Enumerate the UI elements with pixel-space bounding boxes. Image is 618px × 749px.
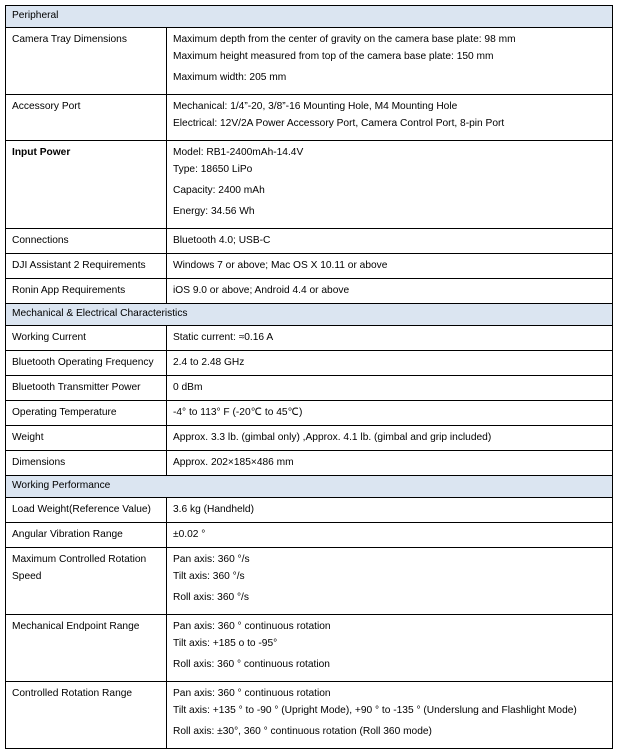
spec-value-line: Model: RB1-2400mAh-14.4V (173, 147, 304, 158)
spec-value (167, 451, 613, 476)
spec-value (167, 682, 613, 749)
spec-value-line: 0 dBm (173, 382, 203, 393)
spec-label (6, 254, 167, 279)
spec-value-line: Maximum width: 205 mm (173, 72, 287, 83)
spec-row (6, 279, 613, 304)
section-header-row (6, 476, 613, 498)
spec-value (167, 376, 613, 401)
spec-value (167, 28, 613, 95)
spec-label-line: DJI Assistant 2 Requirements (12, 260, 146, 271)
spec-value-line: Approx. 202×185×486 mm (173, 457, 294, 468)
spec-label (6, 326, 167, 351)
spec-value-line: Maximum depth from the center of gravity on the camera base plate: 98 mm (173, 34, 516, 45)
spec-value-line: -4° to 113° F (-20℃ to 45℃) (173, 407, 303, 418)
spec-label-line: Angular Vibration Range (12, 529, 123, 540)
spec-value (167, 279, 613, 304)
spec-value-line: Roll axis: 360 ° continuous rotation (173, 659, 330, 670)
spec-row (6, 523, 613, 548)
spec-label (6, 451, 167, 476)
spec-label (6, 279, 167, 304)
spec-label (6, 682, 167, 749)
spec-label-line: Maximum Controlled Rotation (12, 554, 147, 565)
spec-value-line: Tilt axis: 360 °/s (173, 571, 245, 582)
spec-label (6, 615, 167, 682)
spec-label-line: Accessory Port (12, 101, 81, 112)
spec-value-line: Type: 18650 LiPo (173, 164, 253, 175)
section-title: Working Performance (6, 476, 613, 498)
spec-value-line: 2.4 to 2.48 GHz (173, 357, 245, 368)
spec-label-line: Operating Temperature (12, 407, 117, 418)
spec-label-line: Bluetooth Operating Frequency (12, 357, 154, 368)
spec-label (6, 548, 167, 615)
spec-row (6, 498, 613, 523)
spec-value-line: Pan axis: 360 ° continuous rotation (173, 688, 331, 699)
spec-label (6, 351, 167, 376)
spec-value (167, 351, 613, 376)
spec-value-line: Energy: 34.56 Wh (173, 206, 255, 217)
spec-row (6, 548, 613, 615)
spec-value (167, 141, 613, 229)
spec-label-line: Weight (12, 432, 44, 443)
spec-label-line: Input Power (12, 147, 71, 158)
spec-row (6, 351, 613, 376)
spec-label-line: Bluetooth Transmitter Power (12, 382, 141, 393)
spec-value (167, 548, 613, 615)
spec-value (167, 523, 613, 548)
spec-table-body (6, 6, 613, 749)
spec-label (6, 28, 167, 95)
spec-row (6, 401, 613, 426)
spec-value-line: Windows 7 or above; Mac OS X 10.11 or above (173, 260, 388, 271)
spec-label (6, 95, 167, 141)
spec-row (6, 141, 613, 229)
spec-value-line: Electrical: 12V/2A Power Accessory Port, Camera Control Port, 8-pin Port (173, 118, 505, 129)
spec-label-line: Camera Tray Dimensions (12, 34, 127, 45)
section-header-row (6, 304, 613, 326)
spec-row (6, 229, 613, 254)
spec-value (167, 254, 613, 279)
spec-label-line: Mechanical Endpoint Range (12, 621, 140, 632)
spec-value (167, 426, 613, 451)
spec-label (6, 498, 167, 523)
spec-row (6, 326, 613, 351)
spec-row (6, 28, 613, 95)
spec-value (167, 401, 613, 426)
spec-value-line: Pan axis: 360 °/s (173, 554, 250, 565)
spec-value-line: Tilt axis: +135 ° to -90 ° (Upright Mode), +90 ° to -135 ° (Underslung and Flashlight Mode) (173, 705, 577, 716)
spec-value-line: Bluetooth 4.0; USB-C (173, 235, 271, 246)
spec-value-line: Pan axis: 360 ° continuous rotation (173, 621, 331, 632)
spec-value-line: 3.6 kg (Handheld) (173, 504, 254, 515)
spec-value-line: Roll axis: ±30°, 360 ° continuous rotation (Roll 360 mode) (173, 726, 432, 737)
spec-value (167, 229, 613, 254)
spec-value (167, 498, 613, 523)
spec-value-line: Mechanical: 1/4”-20, 3/8”-16 Mounting Hole, M4 Mounting Hole (173, 101, 458, 112)
spec-label (6, 229, 167, 254)
spec-value (167, 326, 613, 351)
spec-value-line: Tilt axis: +185 o to -95° (173, 638, 278, 649)
spec-label-line: Connections (12, 235, 69, 246)
spec-label (6, 401, 167, 426)
section-title: Mechanical & Electrical Characteristics (6, 304, 613, 326)
spec-label-line: Ronin App Requirements (12, 285, 126, 296)
spec-row (6, 376, 613, 401)
spec-label (6, 523, 167, 548)
spec-row (6, 254, 613, 279)
spec-label-line: Controlled Rotation Range (12, 688, 133, 699)
spec-row (6, 451, 613, 476)
spec-row (6, 682, 613, 749)
spec-value (167, 615, 613, 682)
spec-label-line: Speed (12, 571, 42, 582)
spec-row (6, 615, 613, 682)
spec-value (167, 95, 613, 141)
spec-value-line: Approx. 3.3 lb. (gimbal only) ,Approx. 4.1 lb. (gimbal and grip included) (173, 432, 492, 443)
spec-value-line: Roll axis: 360 °/s (173, 592, 249, 603)
spec-value-line: Static current: ≈0.16 A (173, 332, 274, 343)
spec-label-line: Dimensions (12, 457, 66, 468)
spec-label-line: Working Current (12, 332, 86, 343)
spec-table (5, 5, 613, 749)
spec-value-line: Maximum height measured from top of the camera base plate: 150 mm (173, 51, 494, 62)
spec-label (6, 376, 167, 401)
section-header-row (6, 6, 613, 28)
spec-row (6, 95, 613, 141)
spec-row (6, 426, 613, 451)
spec-value-line: ±0.02 ° (173, 529, 206, 540)
spec-label-line: Load Weight(Reference Value) (12, 504, 151, 515)
spec-label (6, 426, 167, 451)
section-title: Peripheral (6, 6, 613, 28)
spec-label (6, 141, 167, 229)
spec-value-line: Capacity: 2400 mAh (173, 185, 265, 196)
spec-value-line: iOS 9.0 or above; Android 4.4 or above (173, 285, 350, 296)
